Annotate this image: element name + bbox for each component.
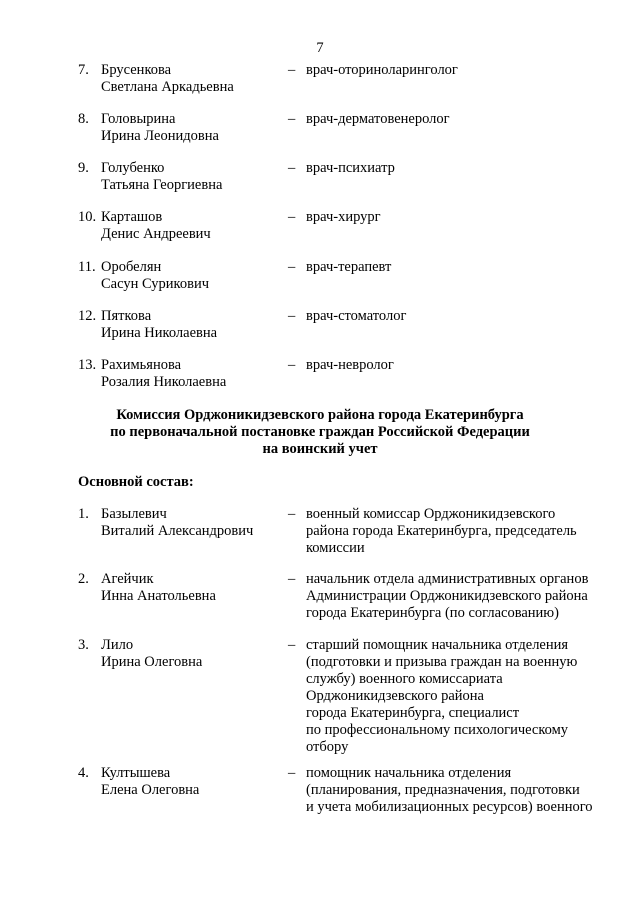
position-line: врач-невролог bbox=[306, 357, 394, 373]
given-names: Инна Анатольевна bbox=[101, 588, 216, 604]
dash: – bbox=[288, 308, 296, 324]
given-names: Сасун Сурикович bbox=[101, 276, 210, 292]
person-name bbox=[101, 160, 281, 194]
item-number: 12. bbox=[78, 308, 97, 324]
person-name bbox=[101, 259, 281, 293]
given-names: Денис Андреевич bbox=[101, 226, 211, 242]
section-title: Основной состав: bbox=[78, 474, 194, 490]
surname: Карташов bbox=[101, 209, 163, 225]
item-number: 7. bbox=[78, 62, 89, 78]
given-names: Светлана Аркадьевна bbox=[101, 79, 234, 95]
position bbox=[306, 765, 616, 816]
given-names: Розалия Николаевна bbox=[101, 374, 227, 390]
given-names: Ирина Олеговна bbox=[101, 654, 203, 670]
dash: – bbox=[288, 765, 296, 781]
dash: – bbox=[288, 637, 296, 653]
surname: Агейчик bbox=[101, 571, 154, 587]
item-number: 9. bbox=[78, 160, 89, 176]
position-line: и учета мобилизационных ресурсов) военного bbox=[306, 799, 593, 815]
position-line: отбору bbox=[306, 739, 349, 755]
item-number: 10. bbox=[78, 209, 97, 225]
person-name bbox=[101, 571, 281, 605]
surname: Лило bbox=[101, 637, 134, 653]
position-line: (подготовки и призыва граждан на военную bbox=[306, 654, 578, 670]
position-line: службу) военного комиссариата bbox=[306, 671, 503, 687]
surname: Пяткова bbox=[101, 308, 152, 324]
dash: – bbox=[288, 62, 296, 78]
position-line: врач-дерматовенеролог bbox=[306, 111, 450, 127]
dash: – bbox=[288, 259, 296, 275]
given-names: Виталий Александрович bbox=[101, 523, 254, 539]
person-name bbox=[101, 209, 281, 243]
surname: Голубенко bbox=[101, 160, 165, 176]
position-line: врач-терапевт bbox=[306, 259, 392, 275]
person-name bbox=[101, 111, 281, 145]
position-line: района города Екатеринбурга, председатель bbox=[306, 523, 577, 539]
surname: Базылевич bbox=[101, 506, 167, 522]
item-number: 4. bbox=[78, 765, 89, 781]
person-name bbox=[101, 765, 281, 799]
person-name bbox=[101, 506, 281, 540]
position-line: города Екатеринбурга (по согласованию) bbox=[306, 605, 559, 621]
dash: – bbox=[288, 506, 296, 522]
position-line: врач-стоматолог bbox=[306, 308, 407, 324]
item-number: 2. bbox=[78, 571, 89, 587]
position-line: по профессиональному психологическому bbox=[306, 722, 569, 738]
position-line: города Екатеринбурга, специалист bbox=[306, 705, 520, 721]
person-name bbox=[101, 637, 281, 671]
position bbox=[306, 209, 616, 226]
item-number: 11. bbox=[78, 259, 96, 275]
position bbox=[306, 62, 616, 79]
position-line: (планирования, предназначения, подготовки bbox=[306, 782, 580, 798]
item-number: 1. bbox=[78, 506, 89, 522]
heading-line: по первоначальной постановке граждан Российской Федерации bbox=[110, 424, 530, 440]
item-number: 8. bbox=[78, 111, 89, 127]
item-number: 13. bbox=[78, 357, 97, 373]
surname: Брусенкова bbox=[101, 62, 172, 78]
dash: – bbox=[288, 111, 296, 127]
commission-heading bbox=[0, 407, 640, 458]
position bbox=[306, 506, 616, 557]
position bbox=[306, 357, 616, 374]
heading-line: на воинский учет bbox=[262, 441, 378, 457]
surname: Рахимьянова bbox=[101, 357, 182, 373]
person-name bbox=[101, 62, 281, 96]
position-line: врач-хирург bbox=[306, 209, 381, 225]
given-names: Ирина Леонидовна bbox=[101, 128, 219, 144]
position-line: старший помощник начальника отделения bbox=[306, 637, 569, 653]
page-number: 7 bbox=[316, 40, 324, 56]
given-names: Ирина Николаевна bbox=[101, 325, 218, 341]
person-name bbox=[101, 308, 281, 342]
person-name bbox=[101, 357, 281, 391]
position-line: врач-психиатр bbox=[306, 160, 395, 176]
dash: – bbox=[288, 571, 296, 587]
position bbox=[306, 571, 616, 622]
position-line: врач-оториноларинголог bbox=[306, 62, 458, 78]
position bbox=[306, 637, 616, 756]
surname: Култышева bbox=[101, 765, 171, 781]
position-line: комиссии bbox=[306, 540, 365, 556]
position bbox=[306, 111, 616, 128]
surname: Оробелян bbox=[101, 259, 162, 275]
position-line: военный комиссар Орджоникидзевского bbox=[306, 506, 556, 522]
item-number: 3. bbox=[78, 637, 89, 653]
dash: – bbox=[288, 160, 296, 176]
surname: Головырина bbox=[101, 111, 176, 127]
position-line: Орджоникидзевского района bbox=[306, 688, 484, 704]
given-names: Татьяна Георгиевна bbox=[101, 177, 223, 193]
position bbox=[306, 308, 616, 325]
position-line: начальник отдела административных органов bbox=[306, 571, 589, 587]
heading-line: Комиссия Орджоникидзевского района города Екатеринбурга bbox=[116, 407, 524, 423]
position bbox=[306, 259, 616, 276]
position bbox=[306, 160, 616, 177]
position-line: помощник начальника отделения bbox=[306, 765, 512, 781]
given-names: Елена Олеговна bbox=[101, 782, 200, 798]
position-line: Администрации Орджоникидзевского района bbox=[306, 588, 588, 604]
dash: – bbox=[288, 209, 296, 225]
dash: – bbox=[288, 357, 296, 373]
